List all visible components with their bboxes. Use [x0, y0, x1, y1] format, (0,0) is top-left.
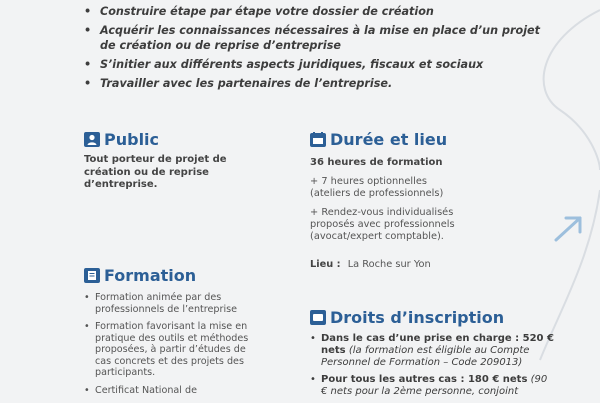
ticket-icon	[310, 310, 326, 325]
formation-heading	[84, 266, 196, 285]
person-card-icon	[84, 132, 100, 147]
arrow-up-right-icon	[556, 218, 580, 240]
price-other-text: Pour tous les autres cas : 180 € nets	[321, 374, 528, 385]
objective-item: • Construire étape par étape votre dossier de création	[84, 4, 554, 19]
public-heading	[84, 130, 159, 149]
formation-item: • Formation animée par des professionnels de l’entreprise	[84, 292, 259, 315]
duree-hours: 36 heures de formation	[310, 157, 443, 168]
droits-title: Droits d’inscription	[330, 308, 505, 327]
public-title: Public	[104, 130, 160, 149]
price-funded-text: Dans le cas d’une prise en charge : 520 € nets	[321, 333, 554, 356]
duree-extra-workshops: + 7 heures optionnelles (ateliers de professionnels)	[310, 176, 444, 199]
duree-extra-meetings: + Rendez-vous individualisés proposés avec professionnels (avocat/expert comptable).	[310, 207, 455, 242]
droits-list	[310, 333, 555, 403]
duree-heading	[310, 130, 447, 149]
lieu-value: La Roche sur Yon	[347, 259, 431, 270]
formation-item: • Certificat National de	[84, 385, 259, 397]
objective-item: • S’initier aux différents aspects juridiques, fiscaux et sociaux	[84, 57, 554, 72]
lieu-label: Lieu :	[310, 259, 341, 270]
objectives-list	[84, 4, 554, 95]
formation-list	[84, 292, 259, 402]
objective-item: • Acquérir les connaissances nécessaires à la mise en place d’un projet de création ou de reprise d’entreprise	[84, 23, 554, 53]
public-text: Tout porteur de projet de création ou de reprise d’entreprise.	[84, 154, 227, 190]
calendar-icon	[310, 132, 326, 147]
objective-item: • Travailler avec les partenaires de l’entreprise.	[84, 76, 554, 91]
duree-title: Durée et lieu	[330, 130, 448, 149]
price-item-other	[310, 374, 555, 398]
formation-item: • Formation favorisant la mise en pratique des outils et méthodes proposées, à partir d’études de cas concrets et des projets des participants.	[84, 321, 259, 379]
price-other-note: (90 € nets pour la 2ème personne, conjoint	[321, 374, 548, 397]
price-funded-note: (la formation est éligible au Compte Personnel de Formation – Code 209013)	[321, 345, 530, 368]
price-item-funded	[310, 333, 555, 369]
droits-heading	[310, 308, 504, 327]
formation-title: Formation	[104, 266, 197, 285]
duree-lieu	[310, 259, 431, 270]
book-icon	[84, 268, 100, 283]
